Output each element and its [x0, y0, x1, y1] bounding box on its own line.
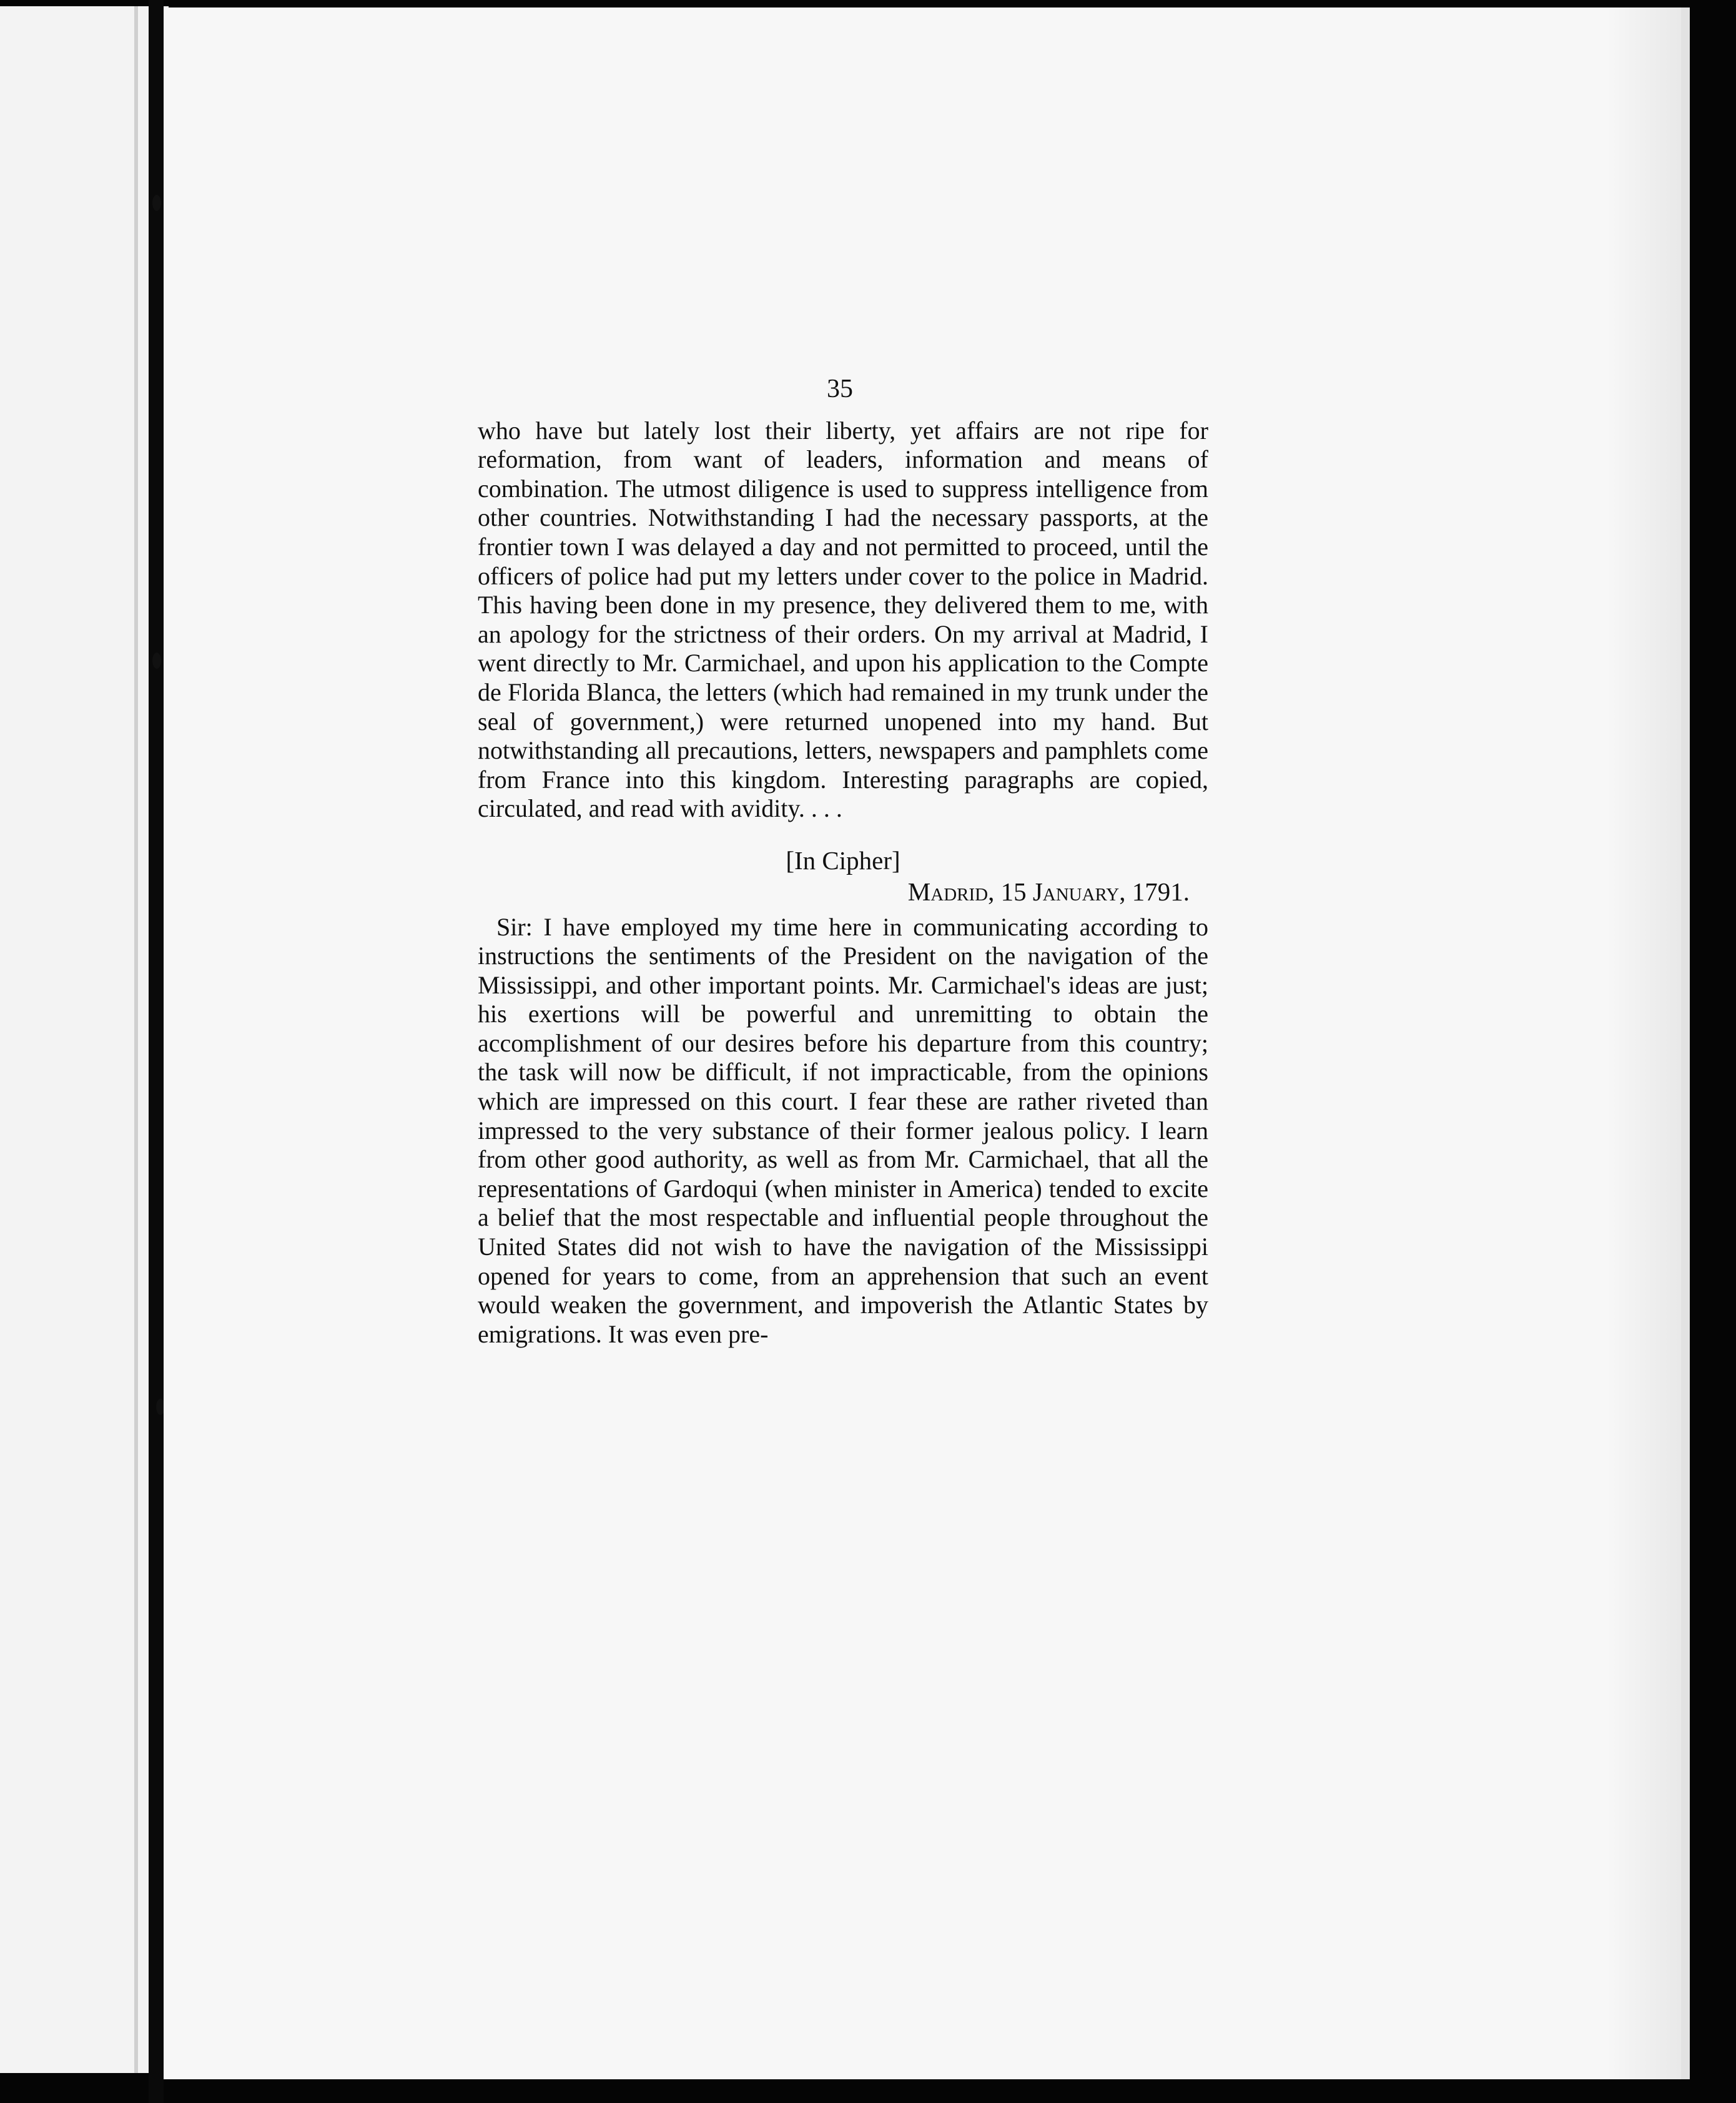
letter-dateline: Madrid, 15 January, 1791.: [907, 877, 1190, 906]
page-edge-shadow: [1606, 7, 1681, 2079]
letter-body: Sir: I have employed my time here in communicating according to instructions the sentiments of the President on the navigation of the Mississippi, and other important points. Mr. Carmichael's ideas are just; his exertions will be powerful and unremitting to obtain the accomplishment of our desires before his departure from this country; the task will now be difficult, if not impracticable, from the opinions which are impressed on this court. I fear these are rather riveted than impressed to the very substance of their former jealous policy. I learn from other good authority, as well as from Mr. Carmichael, that all the representations of Gardoqui (when minister in America) tended to excite a belief that the most respectable and influential people throughout the United States did not wish to have the navigation of the Mississippi opened for years to come, from an apprehension that such an event would weaken the government, and impoverish the Atlantic States by emigrations. It was even pre-: [478, 912, 1208, 1348]
left-page-fold: [134, 6, 138, 2073]
left-page-edge: [0, 6, 169, 2073]
text-block: [478, 375, 1208, 1349]
paragraph: who have but lately lost their liberty, yet affairs are not ripe for reformation, from want of leaders, information and means of combination. The utmost diligence is used to suppress intelligence from other countries. Notwithstanding I had the necessary passports, at the frontier town I was delayed a day and not permitted to proceed, until the officers of police had put my letters under cover to the police in Madrid. This having been done in my presence, they delivered them to me, with an apology for the strictness of their orders. On my arrival at Madrid, I went directly to Mr. Carmichael, and upon his application to the Compte de Florida Blanca, the letters (which had remained in my trunk under the seal of government,) were returned unopened into my hand. But notwithstanding all precautions, letters, newspapers and pamphlets come from France into this kingdom. Interesting paragraphs are copied, circulated, and read with avidity. . . .: [478, 416, 1208, 823]
book-gutter: [149, 0, 164, 2103]
binding-mark: [152, 195, 161, 211]
binding-mark: [152, 653, 161, 669]
page-number: 35: [827, 375, 853, 403]
cipher-heading: [In Cipher]: [786, 845, 900, 875]
